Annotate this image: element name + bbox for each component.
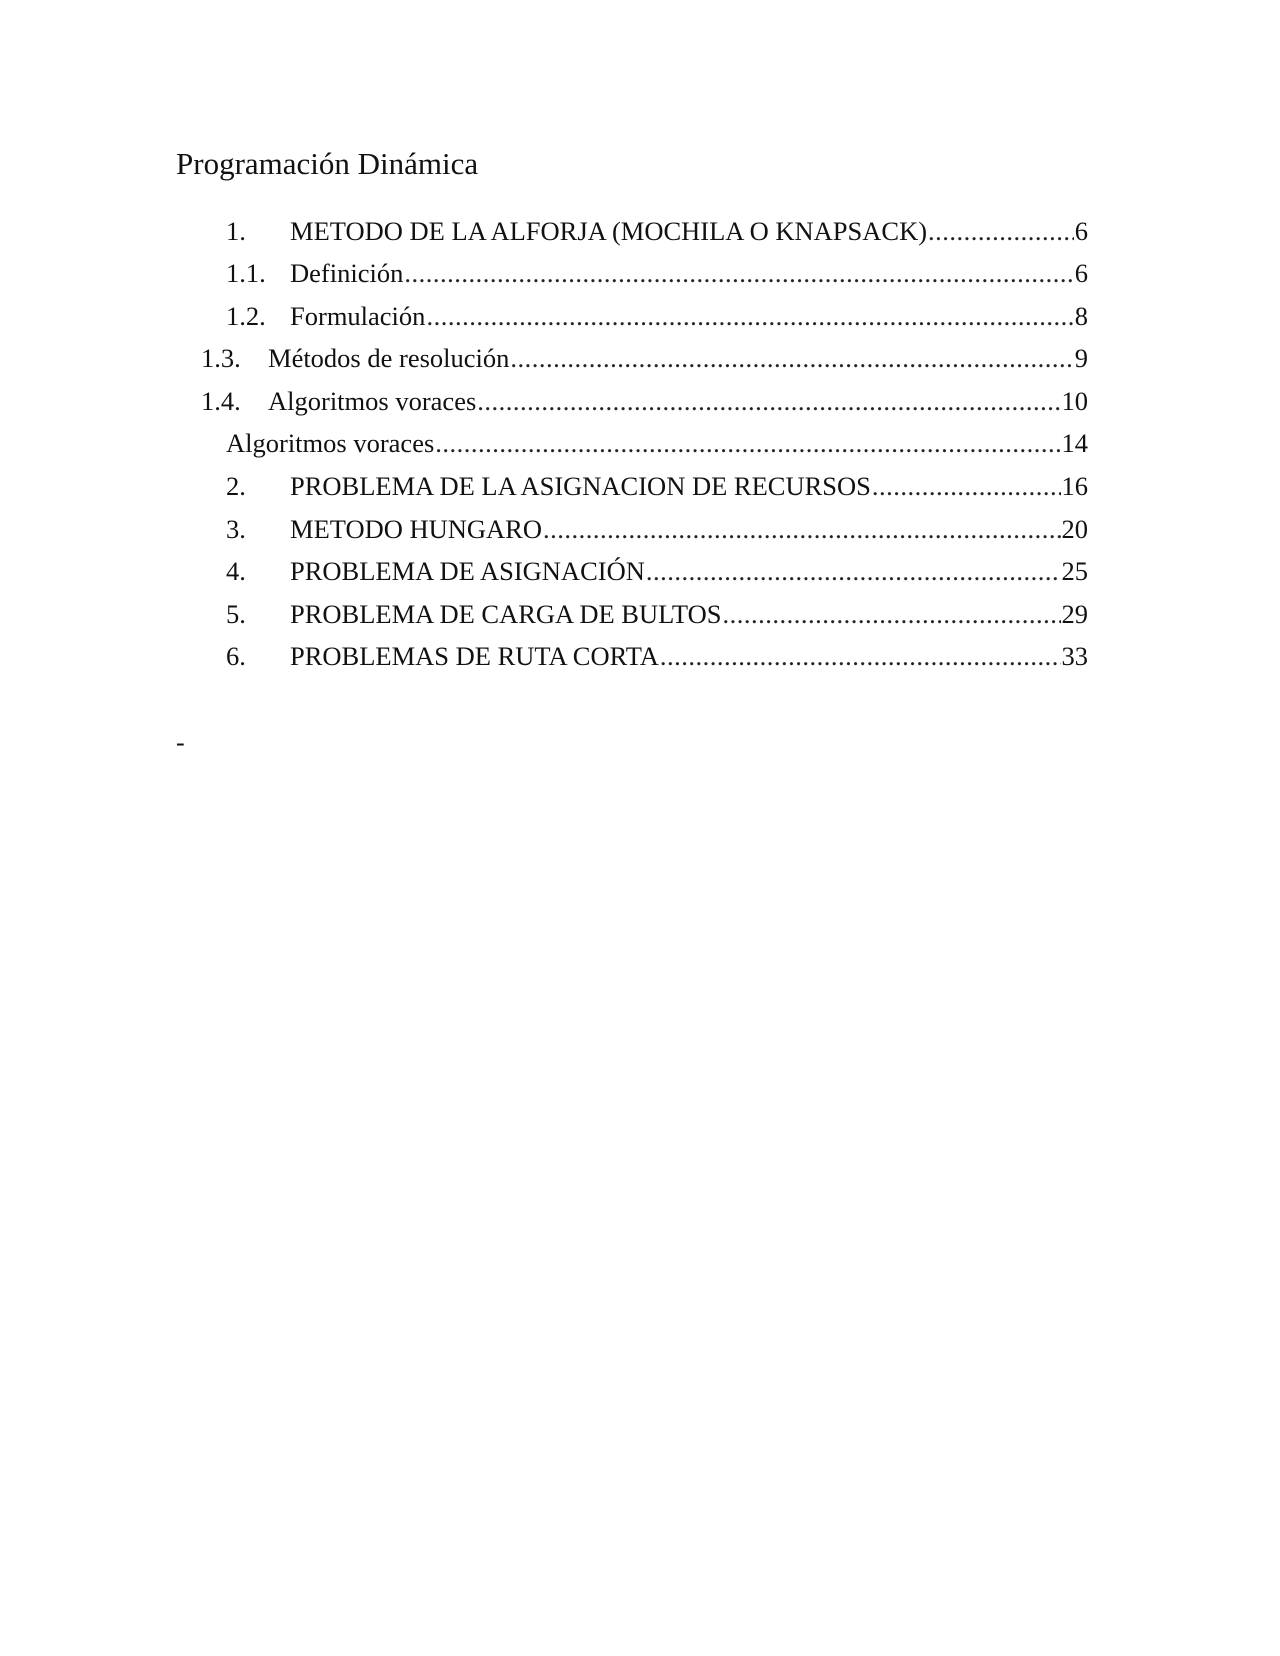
- toc-entry-title: METODO HUNGARO: [290, 514, 542, 544]
- toc-entry-number: 1.: [226, 216, 246, 246]
- toc-dot-leader: [646, 554, 1061, 588]
- toc-entry[interactable]: [226, 214, 1088, 248]
- toc-entry-number: 4.: [226, 556, 246, 586]
- toc-entry-number: 6.: [226, 641, 246, 671]
- toc-entry-title: Algoritmos voraces: [226, 428, 435, 458]
- toc-entry[interactable]: [226, 554, 1088, 588]
- toc-entry-number: 3.: [226, 514, 246, 544]
- toc-entry-page: 33: [1061, 641, 1088, 671]
- toc-entry-title: Métodos de resolución: [268, 343, 510, 373]
- toc-entry-page: 8: [1074, 301, 1088, 331]
- toc-dot-leader: [660, 639, 1061, 673]
- toc-entry-number: 1.1.: [226, 258, 266, 288]
- toc-entry[interactable]: [201, 341, 1088, 375]
- toc-entry[interactable]: [226, 426, 1088, 460]
- toc-entry-page: 10: [1061, 386, 1088, 416]
- toc-dot-leader: [404, 256, 1073, 290]
- toc-entry[interactable]: [226, 639, 1088, 673]
- toc-entry-title: PROBLEMAS DE RUTA CORTA: [290, 641, 659, 671]
- toc-entry-page: 14: [1061, 428, 1088, 458]
- toc-dot-leader: [928, 214, 1074, 248]
- toc-entry-title: PROBLEMA DE CARGA DE BULTOS: [290, 599, 722, 629]
- toc-dot-leader: [872, 469, 1061, 503]
- toc-entry-page: 6: [1074, 258, 1088, 288]
- toc-entry-page: 29: [1061, 599, 1088, 629]
- toc-entry-number: 1.2.: [226, 301, 266, 331]
- toc-entry-title: PROBLEMA DE ASIGNACIÓN: [290, 556, 645, 586]
- toc-dot-leader: [426, 299, 1073, 333]
- toc-dot-leader: [435, 426, 1060, 460]
- toc-entry[interactable]: [226, 469, 1088, 503]
- toc-entry[interactable]: [226, 597, 1088, 631]
- toc-entry-title: Formulación: [290, 301, 426, 331]
- toc-entry-number: 1.3.: [201, 343, 241, 373]
- toc-dot-leader: [722, 597, 1060, 631]
- toc-entry[interactable]: [201, 384, 1088, 418]
- toc-dot-leader: [543, 512, 1061, 546]
- document-title: Programación Dinámica: [176, 146, 479, 181]
- toc-entry-number: 1.4.: [201, 386, 241, 416]
- toc-entry-title: METODO DE LA ALFORJA (MOCHILA O KNAPSACK): [290, 216, 928, 246]
- toc-entry[interactable]: [226, 299, 1088, 333]
- toc-entry-page: 9: [1074, 343, 1088, 373]
- toc-entry-title: PROBLEMA DE LA ASIGNACION DE RECURSOS: [290, 471, 871, 501]
- toc-entry-title: Algoritmos voraces: [268, 386, 477, 416]
- toc-entry-page: 20: [1061, 514, 1088, 544]
- toc-entry-title: Definición: [290, 258, 404, 288]
- toc-entry-page: 25: [1061, 556, 1088, 586]
- toc-entry-page: 16: [1061, 471, 1088, 501]
- toc-dot-leader: [477, 384, 1060, 418]
- toc-entry[interactable]: [226, 256, 1088, 290]
- toc-entry-number: 5.: [226, 599, 246, 629]
- toc-entry-page: 6: [1074, 216, 1088, 246]
- toc-entry[interactable]: [226, 512, 1088, 546]
- trailing-dash: -: [176, 728, 185, 757]
- toc-entry-number: 2.: [226, 471, 246, 501]
- toc-dot-leader: [510, 341, 1073, 375]
